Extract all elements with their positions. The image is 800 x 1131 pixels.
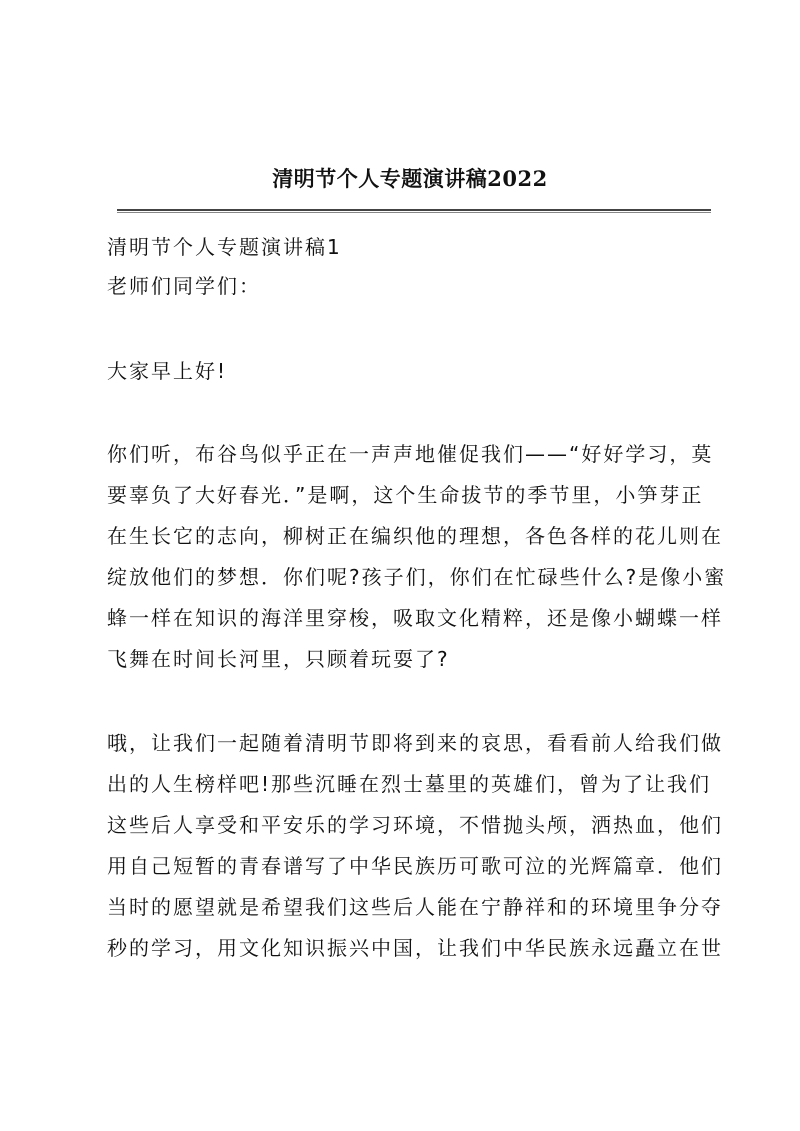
- paragraph-line: 用自己短暂的青春谱写了中华民族历可歌可泣的光辉篇章．他们: [107, 854, 723, 878]
- salutation: 老师们同学们：: [107, 274, 261, 298]
- document-title: 清明节个人专题演讲稿2022: [272, 166, 548, 191]
- paragraph-line: 要辜负了大好春光．”是啊，这个生命拔节的季节里，小笋芽正: [107, 483, 704, 507]
- paragraph-line: 飞舞在时间长河里，只顾着玩耍了?: [107, 647, 450, 671]
- paragraph-line: 这些后人享受和平安乐的学习环境，不惜抛头颅，洒热血，他们: [107, 813, 723, 837]
- paragraph-line: 当时的愿望就是希望我们这些后人能在宁静祥和的环境里争分夺: [107, 895, 723, 919]
- paragraph-line: 出的人生榜样吧!那些沉睡在烈士墓里的英雄们，曾为了让我们: [107, 772, 712, 796]
- title-divider: [117, 209, 711, 213]
- paragraph-line: 秒的学习，用文化知识振兴中国，让我们中华民族永远矗立在世: [107, 936, 723, 960]
- greeting: 大家早上好!: [107, 359, 228, 383]
- paragraph-line: 绽放他们的梦想．你们呢?孩子们，你们在忙碌些什么?是像小蜜: [107, 565, 727, 589]
- paragraph-line: 你们听，布谷鸟似乎正在一声声地催促我们——“好好学习，莫: [107, 442, 714, 466]
- section-heading: 清明节个人专题演讲稿1: [107, 235, 342, 259]
- paragraph-line: 蜂一样在知识的海洋里穿梭，吸取文化精粹，还是像小蝴蝶一样: [107, 606, 723, 630]
- paragraph-line: 哦，让我们一起随着清明节即将到来的哀思，看看前人给我们做: [107, 731, 723, 755]
- paragraph-line: 在生长它的志向，柳树正在编织他的理想，各色各样的花儿则在: [107, 524, 723, 548]
